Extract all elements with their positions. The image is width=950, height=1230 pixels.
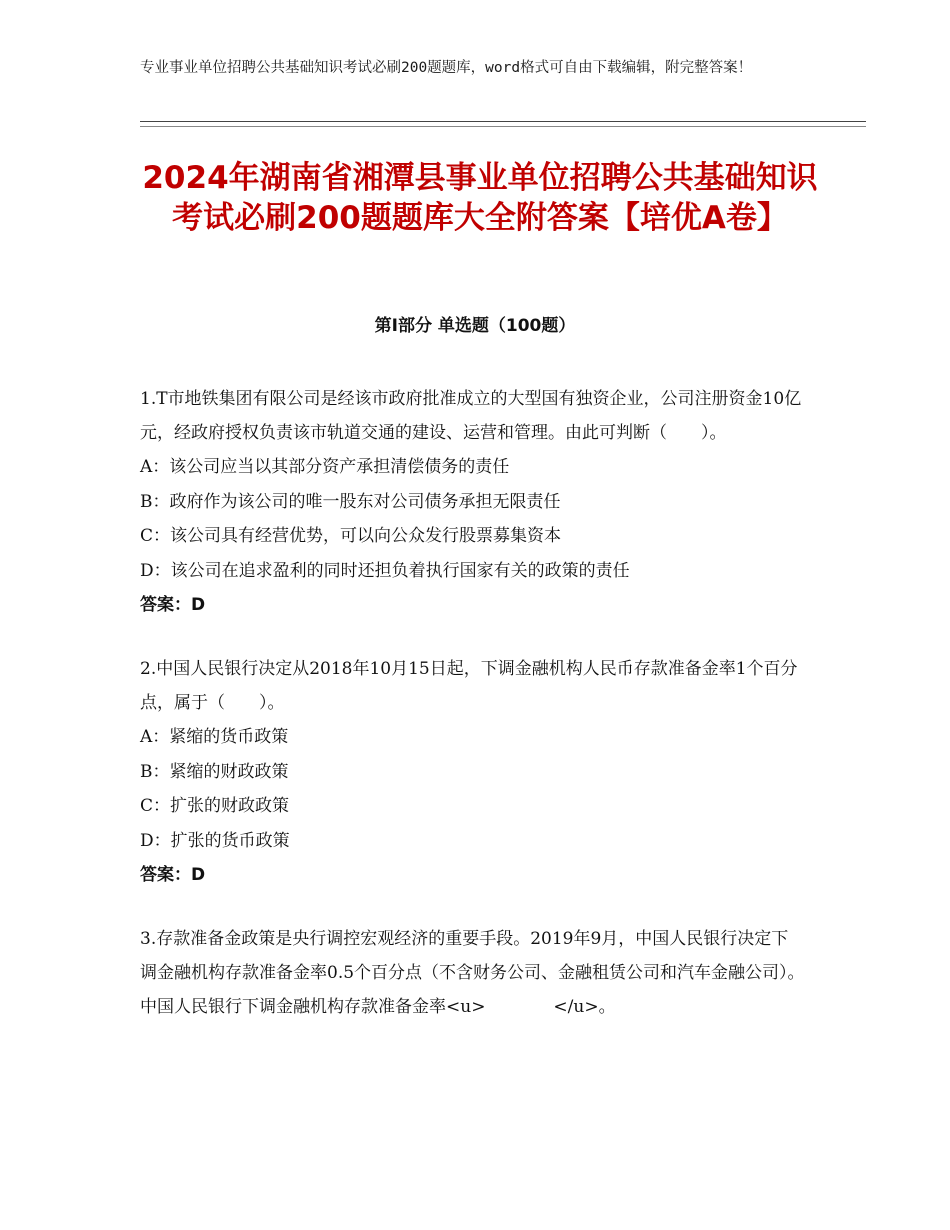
question-list	[140, 382, 805, 1054]
question-stem: 3.存款准备金政策是央行调控宏观经济的重要手段。2019年9月，中国人民银行决定下调金融机构存款准备金率0.5个百分点（不含财务公司、金融租赁公司和汽车金融公司）。中国人民银行下调金融机构存款准备金率<u> </u>。	[140, 929, 805, 1017]
section-heading: 第Ⅰ部分 单选题（100题）	[374, 316, 576, 336]
option-a: A：紧缩的货币政策	[140, 727, 289, 747]
option-d: D：该公司在追求盈利的同时还担负着执行国家有关的政策的责任	[140, 560, 630, 581]
option-b: B：政府作为该公司的唯一股东对公司债务承担无限责任	[140, 491, 561, 512]
answer: 答案：D	[140, 595, 206, 615]
question-3	[140, 922, 805, 1024]
question-1	[140, 382, 805, 622]
question-stem: 1.T市地铁集团有限公司是经该市政府批准成立的大型国有独资企业，公司注册资金10亿元，经政府授权负责该市轨道交通的建设、运营和管理。由此可判断（ ）。	[140, 389, 802, 443]
option-c: C：该公司具有经营优势，可以向公众发行股票募集资本	[140, 526, 562, 546]
question-stem: 2.中国人民银行决定从2018年10月15日起，下调金融机构人民币存款准备金率1个百分点，属于（ ）。	[140, 659, 798, 713]
option-a: A：该公司应当以其部分资产承担清偿债务的责任	[140, 457, 510, 477]
option-c: C：扩张的财政政策	[140, 796, 290, 816]
answer: 答案：D	[140, 865, 206, 885]
option-d: D：扩张的货币政策	[140, 830, 290, 851]
document-title: 2024年湖南省湘潭县事业单位招聘公共基础知识考试必刷200题题库大全附答案【培优A卷】	[142, 160, 818, 236]
header-divider-thin	[140, 126, 866, 127]
question-2	[140, 652, 805, 892]
header-note: 专业事业单位招聘公共基础知识考试必刷200题题库，word格式可自由下载编辑，附完整答案！	[140, 60, 753, 76]
option-b: B：紧缩的财政政策	[140, 761, 289, 782]
header-divider	[140, 121, 866, 122]
